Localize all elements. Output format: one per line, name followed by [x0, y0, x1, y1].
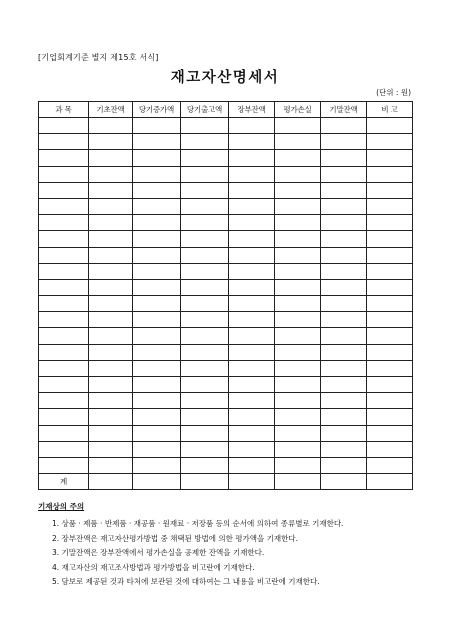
- table-cell[interactable]: [133, 474, 181, 490]
- inventory-table: [38, 101, 413, 490]
- column-header: 비 고: [367, 102, 413, 118]
- table-cell[interactable]: [89, 150, 133, 166]
- table-cell[interactable]: [275, 215, 321, 231]
- table-cell[interactable]: [275, 279, 321, 295]
- table-cell[interactable]: [367, 457, 413, 473]
- column-header: 기말잔액: [321, 102, 367, 118]
- table-cell[interactable]: [229, 328, 275, 344]
- table-cell[interactable]: [89, 393, 133, 409]
- column-header: 장부잔액: [229, 102, 275, 118]
- table-cell[interactable]: [229, 377, 275, 393]
- table-cell[interactable]: [181, 441, 229, 457]
- notes-section: [38, 501, 418, 590]
- table-cell[interactable]: [181, 150, 229, 166]
- table-cell[interactable]: [321, 344, 367, 360]
- table-cell[interactable]: [89, 279, 133, 295]
- table-cell[interactable]: [181, 328, 229, 344]
- table-row: [39, 312, 413, 328]
- table-cell[interactable]: [229, 393, 275, 409]
- column-header: 평가손실: [275, 102, 321, 118]
- table-cell[interactable]: [89, 231, 133, 247]
- table-row: [39, 118, 413, 134]
- table-cell[interactable]: [275, 182, 321, 198]
- table-cell[interactable]: [229, 118, 275, 134]
- table-cell[interactable]: [229, 263, 275, 279]
- table-cell[interactable]: [89, 457, 133, 473]
- table-cell[interactable]: [321, 425, 367, 441]
- document-title: 재고자산명세서: [170, 69, 280, 86]
- table-cell[interactable]: [367, 150, 413, 166]
- table-cell[interactable]: [321, 118, 367, 134]
- total-row: [39, 474, 413, 490]
- table-cell[interactable]: [229, 215, 275, 231]
- total-label: 계: [39, 474, 89, 490]
- table-cell[interactable]: [275, 344, 321, 360]
- form-reference: [기업회계기준 별지 제15호 서식]: [38, 53, 159, 62]
- table-cell[interactable]: [39, 393, 89, 409]
- table-cell[interactable]: [89, 215, 133, 231]
- table-cell[interactable]: [229, 182, 275, 198]
- table-cell[interactable]: [321, 360, 367, 376]
- table-cell[interactable]: [133, 360, 181, 376]
- table-cell[interactable]: [367, 393, 413, 409]
- table-cell[interactable]: [229, 409, 275, 425]
- table-cell[interactable]: [133, 296, 181, 312]
- table-cell[interactable]: [89, 198, 133, 214]
- table-cell[interactable]: [275, 296, 321, 312]
- table-cell[interactable]: [367, 215, 413, 231]
- table-cell[interactable]: [229, 247, 275, 263]
- table-cell[interactable]: [181, 215, 229, 231]
- table-cell[interactable]: [367, 425, 413, 441]
- table-cell[interactable]: [321, 263, 367, 279]
- table-cell[interactable]: [89, 247, 133, 263]
- table-cell[interactable]: [367, 296, 413, 312]
- table-cell[interactable]: [181, 377, 229, 393]
- column-header: 과 목: [39, 102, 89, 118]
- note-item: 1. 상품 · 제품 · 반제품 · 재공품 · 원재료 · 저장품 등의 순서에 의하여 종류별로 기재한다.: [52, 519, 344, 528]
- table-cell[interactable]: [275, 118, 321, 134]
- column-header: 당기출고액: [181, 102, 229, 118]
- table-cell[interactable]: [275, 198, 321, 214]
- table-row: [39, 215, 413, 231]
- table-cell[interactable]: [181, 263, 229, 279]
- table-cell[interactable]: [181, 279, 229, 295]
- table-row: [39, 296, 413, 312]
- table-cell[interactable]: [367, 279, 413, 295]
- table-cell[interactable]: [133, 279, 181, 295]
- table-cell[interactable]: [321, 296, 367, 312]
- table-row: [39, 182, 413, 198]
- table-cell[interactable]: [229, 279, 275, 295]
- table-cell[interactable]: [181, 312, 229, 328]
- table-cell[interactable]: [133, 344, 181, 360]
- column-header: 당기증가액: [133, 102, 181, 118]
- table-row: [39, 263, 413, 279]
- table-cell[interactable]: [181, 474, 229, 490]
- table-cell[interactable]: [321, 312, 367, 328]
- table-cell[interactable]: [89, 344, 133, 360]
- table-cell[interactable]: [229, 166, 275, 182]
- table-cell[interactable]: [181, 166, 229, 182]
- table-cell[interactable]: [39, 425, 89, 441]
- table-row: [39, 377, 413, 393]
- table-cell[interactable]: [367, 360, 413, 376]
- table-cell[interactable]: [181, 182, 229, 198]
- table-cell[interactable]: [89, 312, 133, 328]
- table-cell[interactable]: [181, 425, 229, 441]
- table-cell[interactable]: [321, 279, 367, 295]
- table-cell[interactable]: [181, 198, 229, 214]
- table-cell[interactable]: [181, 231, 229, 247]
- table-row: [39, 344, 413, 360]
- table-cell[interactable]: [367, 312, 413, 328]
- table-cell[interactable]: [229, 231, 275, 247]
- table-cell[interactable]: [275, 441, 321, 457]
- table-cell[interactable]: [89, 441, 133, 457]
- table-cell[interactable]: [275, 328, 321, 344]
- table-cell[interactable]: [367, 118, 413, 134]
- table-cell[interactable]: [321, 134, 367, 150]
- table-cell[interactable]: [181, 360, 229, 376]
- note-item: 3. 기말잔액은 장부잔액에서 평가손실을 공제한 잔액을 기재한다.: [52, 548, 265, 557]
- table-cell[interactable]: [133, 215, 181, 231]
- table-cell[interactable]: [89, 166, 133, 182]
- table-cell[interactable]: [229, 344, 275, 360]
- table-cell[interactable]: [181, 296, 229, 312]
- table-cell[interactable]: [39, 182, 89, 198]
- table-cell[interactable]: [89, 328, 133, 344]
- table-row: [39, 409, 413, 425]
- table-cell[interactable]: [275, 457, 321, 473]
- table-cell[interactable]: [39, 198, 89, 214]
- table-cell[interactable]: [133, 328, 181, 344]
- table-row: [39, 360, 413, 376]
- table-cell[interactable]: [321, 409, 367, 425]
- table-cell[interactable]: [39, 457, 89, 473]
- table-cell[interactable]: [89, 296, 133, 312]
- table-body: [39, 118, 413, 474]
- table-cell[interactable]: [89, 425, 133, 441]
- table-cell[interactable]: [229, 457, 275, 473]
- table-cell[interactable]: [39, 231, 89, 247]
- table-cell[interactable]: [367, 134, 413, 150]
- table-cell[interactable]: [39, 279, 89, 295]
- table-cell[interactable]: [89, 182, 133, 198]
- table-cell[interactable]: [275, 474, 321, 490]
- table-cell[interactable]: [275, 312, 321, 328]
- unit-note: (단위 : 원): [376, 88, 411, 97]
- table-cell[interactable]: [133, 393, 181, 409]
- table-cell[interactable]: [229, 150, 275, 166]
- table-cell[interactable]: [321, 150, 367, 166]
- table-cell[interactable]: [275, 166, 321, 182]
- table-cell[interactable]: [39, 296, 89, 312]
- table-row: [39, 441, 413, 457]
- table-cell[interactable]: [181, 134, 229, 150]
- table-cell[interactable]: [275, 150, 321, 166]
- table-cell[interactable]: [133, 150, 181, 166]
- table-cell[interactable]: [39, 377, 89, 393]
- table-cell[interactable]: [321, 377, 367, 393]
- table-row: [39, 150, 413, 166]
- table-cell[interactable]: [133, 377, 181, 393]
- table-cell[interactable]: [367, 231, 413, 247]
- note-item: 5. 담보로 제공된 것과 타처에 보관된 것에 대하여는 그 내용을 비고란에 기재한다.: [52, 577, 320, 586]
- table-row: [39, 247, 413, 263]
- table-cell[interactable]: [321, 247, 367, 263]
- table-cell[interactable]: [133, 263, 181, 279]
- table-row: [39, 134, 413, 150]
- table-cell[interactable]: [181, 118, 229, 134]
- table-cell[interactable]: [89, 263, 133, 279]
- table-cell[interactable]: [367, 166, 413, 182]
- table-row: [39, 166, 413, 182]
- table-cell[interactable]: [133, 198, 181, 214]
- table-cell[interactable]: [89, 474, 133, 490]
- table-cell[interactable]: [181, 393, 229, 409]
- notes-title: 기재상의 주의: [38, 502, 85, 511]
- table-cell[interactable]: [39, 134, 89, 150]
- note-item: 2. 장부잔액은 재고자산평가방법 중 채택된 방법에 의한 평가액을 기재한다.: [52, 533, 298, 543]
- table-cell[interactable]: [321, 474, 367, 490]
- table-cell[interactable]: [181, 457, 229, 473]
- table-cell[interactable]: [229, 474, 275, 490]
- table-cell[interactable]: [89, 134, 133, 150]
- table-cell[interactable]: [275, 393, 321, 409]
- table-cell[interactable]: [321, 182, 367, 198]
- table-cell[interactable]: [229, 360, 275, 376]
- table-cell[interactable]: [229, 312, 275, 328]
- table-cell[interactable]: [181, 409, 229, 425]
- table-header-row: [39, 102, 413, 118]
- table-row: [39, 231, 413, 247]
- table-row: [39, 279, 413, 295]
- table-row: [39, 393, 413, 409]
- table-cell[interactable]: [133, 457, 181, 473]
- table-cell[interactable]: [229, 134, 275, 150]
- table-cell[interactable]: [275, 263, 321, 279]
- table-cell[interactable]: [181, 247, 229, 263]
- note-item: 4. 재고자산의 재고조사방법과 평가방법을 비고란에 기재한다.: [52, 562, 255, 572]
- table-cell[interactable]: [367, 198, 413, 214]
- table-cell[interactable]: [321, 166, 367, 182]
- table-cell[interactable]: [133, 425, 181, 441]
- table-row: [39, 425, 413, 441]
- table-cell[interactable]: [39, 247, 89, 263]
- table-cell[interactable]: [133, 441, 181, 457]
- table-cell[interactable]: [39, 360, 89, 376]
- table-cell[interactable]: [39, 312, 89, 328]
- table-cell[interactable]: [39, 118, 89, 134]
- table-cell[interactable]: [275, 425, 321, 441]
- table-cell[interactable]: [89, 377, 133, 393]
- table-cell[interactable]: [321, 441, 367, 457]
- table-cell[interactable]: [367, 377, 413, 393]
- table-cell[interactable]: [229, 198, 275, 214]
- table-cell[interactable]: [321, 328, 367, 344]
- table-row: [39, 198, 413, 214]
- table-cell[interactable]: [275, 409, 321, 425]
- table-cell[interactable]: [321, 393, 367, 409]
- table-cell[interactable]: [321, 215, 367, 231]
- table-cell[interactable]: [367, 328, 413, 344]
- table-cell[interactable]: [39, 150, 89, 166]
- table-cell[interactable]: [229, 296, 275, 312]
- table-cell[interactable]: [89, 360, 133, 376]
- table-cell[interactable]: [181, 344, 229, 360]
- table-cell[interactable]: [39, 409, 89, 425]
- table-cell[interactable]: [275, 360, 321, 376]
- table-cell[interactable]: [133, 182, 181, 198]
- table-cell[interactable]: [367, 474, 413, 490]
- table-cell[interactable]: [133, 409, 181, 425]
- table-cell[interactable]: [39, 344, 89, 360]
- table-cell[interactable]: [133, 134, 181, 150]
- table-cell[interactable]: [367, 409, 413, 425]
- table-cell[interactable]: [89, 409, 133, 425]
- table-cell[interactable]: [367, 263, 413, 279]
- table-cell[interactable]: [133, 247, 181, 263]
- table-cell[interactable]: [39, 263, 89, 279]
- table-cell[interactable]: [367, 441, 413, 457]
- table-row: [39, 457, 413, 473]
- table-cell[interactable]: [367, 247, 413, 263]
- notes-list: [38, 517, 418, 590]
- table-cell[interactable]: [275, 134, 321, 150]
- table-row: [39, 328, 413, 344]
- table-cell[interactable]: [321, 231, 367, 247]
- table-cell[interactable]: [229, 425, 275, 441]
- table-cell[interactable]: [229, 441, 275, 457]
- column-header: 기초잔액: [89, 102, 133, 118]
- table-cell[interactable]: [39, 328, 89, 344]
- table-cell[interactable]: [275, 247, 321, 263]
- table-cell[interactable]: [367, 182, 413, 198]
- table-cell[interactable]: [39, 215, 89, 231]
- table-cell[interactable]: [89, 118, 133, 134]
- table-cell[interactable]: [39, 441, 89, 457]
- table-cell[interactable]: [133, 166, 181, 182]
- table-cell[interactable]: [133, 118, 181, 134]
- table-cell[interactable]: [133, 312, 181, 328]
- table-cell[interactable]: [321, 198, 367, 214]
- table-cell[interactable]: [275, 231, 321, 247]
- table-cell[interactable]: [367, 344, 413, 360]
- table-cell[interactable]: [39, 166, 89, 182]
- table-cell[interactable]: [275, 377, 321, 393]
- table-cell[interactable]: [133, 231, 181, 247]
- table-cell[interactable]: [321, 457, 367, 473]
